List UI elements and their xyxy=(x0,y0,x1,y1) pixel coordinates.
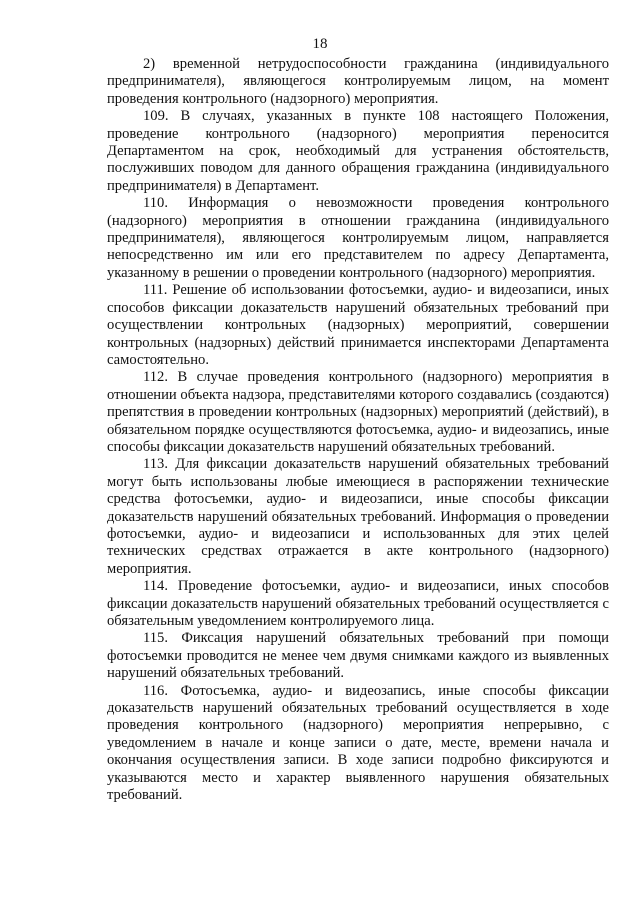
paragraph-109: 109. В случаях, указанных в пункте 108 настоящего Положения, проведение контрольного (надзорного) мероприятия переносится Департаментом на срок, необходимый для устранения обстоятельств, послуживших поводом для данного обращения гражданина (индивидуального предпринимателя) в Департамент. xyxy=(107,108,609,194)
paragraph-item-2: 2) временной нетрудоспособности гражданина (индивидуального предпринимателя), являющегося контролируемым лицом, на момент проведения контрольного (надзорного) мероприятия. xyxy=(107,56,609,107)
paragraph-112: 112. В случае проведения контрольного (надзорного) мероприятия в отношении объекта надзора, представителями которого создавались (создаются) препятствия в проведении контрольных (надзорных) мероприятий (действий), в обязательном порядке осуществляются фотосъемка, аудио- и видеозапись, иные способы фиксации доказательств нарушений обязательных требований. xyxy=(107,369,609,455)
paragraph-114: 114. Проведение фотосъемки, аудио- и видеозаписи, иных способов фиксации доказательств нарушений обязательных требований осуществляется с обязательным уведомлением контролируемого лица. xyxy=(107,578,609,629)
paragraph-113: 113. Для фиксации доказательств нарушений обязательных требований могут быть использованы любые имеющиеся в распоряжении технические средства фотосъемки, аудио- и видеозаписи, иные способы фиксации доказательств нарушений обязательных требований. Информация о проведении фотосъемки, аудио- и видеозаписи и использованных для этих целей технических средствах отражается в акте контрольного (надзорного) мероприятия. xyxy=(107,456,609,577)
document-body xyxy=(107,56,609,804)
paragraph-111: 111. Решение об использовании фотосъемки, аудио- и видеозаписи, иных способов фиксации доказательств нарушений обязательных требований при осуществлении контрольных (надзорных) мероприятий, совершении контрольных (надзорных) действий принимается инспекторами Департамента самостоятельно. xyxy=(107,282,609,368)
page-number: 18 xyxy=(312,36,328,52)
paragraph-115: 115. Фиксация нарушений обязательных требований при помощи фотосъемки проводится не менее чем двумя снимками каждого из выявленных нарушений обязательных требований. xyxy=(107,630,609,682)
paragraph-110: 110. Информация о невозможности проведения контрольного (надзорного) мероприятия в отношении гражданина (индивидуального предпринимателя), являющегося контролируемым лицом, направляется непосредственно им или его представителем по адресу Департамента, указанному в решении о проведении контрольного (надзорного) мероприятия. xyxy=(107,195,609,281)
paragraph-116: 116. Фотосъемка, аудио- и видеозапись, иные способы фиксации доказательств нарушений обязательных требований осуществляется в ходе проведения контрольного (надзорного) мероприятия непрерывно, с уведомлением в начале и конце записи о дате, месте, времени начала и окончания осуществления записи. В ходе записи подробно фиксируются и указываются место и характер выявленного нарушения обязательных требований. xyxy=(107,682,609,804)
